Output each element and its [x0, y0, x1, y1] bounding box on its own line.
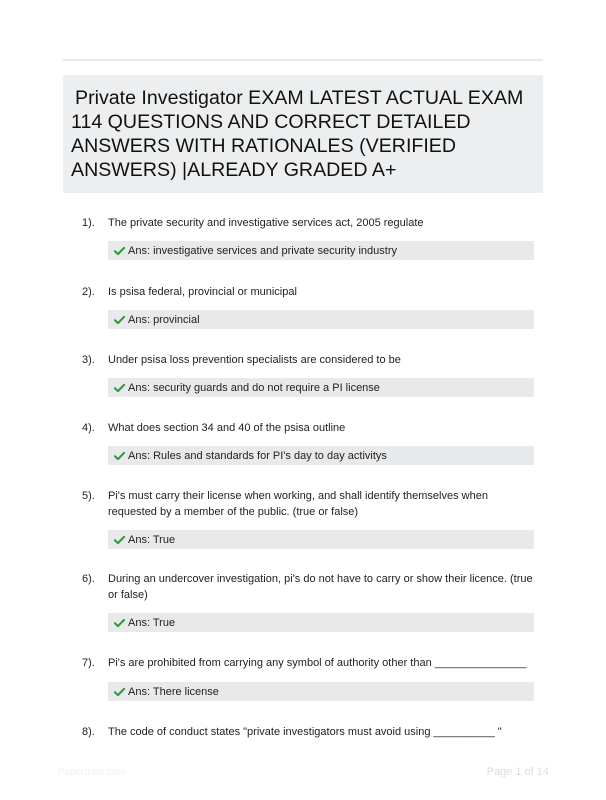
- question-text: Pi's are prohibited from carrying any symbol of authority other than _______________: [108, 657, 527, 669]
- question-number: 4).: [82, 422, 95, 434]
- question-number: 8).: [82, 726, 95, 738]
- title-banner: [63, 75, 543, 193]
- answer-box: [108, 310, 534, 329]
- question-text: Pi's must carry their license when working, and shall identify themselves when requested by a member of the public. (true or false): [108, 490, 488, 518]
- answer-text: Ans: Rules and standards for PI's day to day activitys: [128, 449, 387, 462]
- check-icon: [114, 535, 125, 545]
- question-text: During an undercover investigation, pi's do not have to carry or show their licence. (true or false): [108, 573, 533, 601]
- question-number: 3).: [82, 354, 95, 366]
- question-number: 6).: [82, 573, 95, 585]
- check-icon: [114, 687, 125, 697]
- question-text: The code of conduct states "private investigators must avoid using __________ ": [108, 726, 502, 738]
- answer-text: Ans: True: [128, 616, 176, 629]
- question-number: 2).: [82, 286, 95, 298]
- check-icon: [114, 618, 125, 628]
- check-icon: [114, 383, 125, 393]
- page-indicator: Page 1 of 14: [486, 766, 549, 778]
- document-title: Private Investigator EXAM LATEST ACTUAL EXAM 114 QUESTIONS AND CORRECT DETAILED ANSWERS WITH RATIONALES (VERIFIED ANSWERS) |ALREADY GRADED A+: [71, 87, 524, 181]
- check-icon: [114, 246, 125, 256]
- question-number: 5).: [82, 490, 95, 502]
- question-text: Is psisa federal, provincial or municipal: [108, 286, 297, 298]
- question-number: 7).: [82, 657, 95, 669]
- answer-box: [108, 241, 534, 260]
- question-text: What does section 34 and 40 of the psisa outline: [108, 422, 346, 434]
- top-divider: [63, 59, 543, 61]
- answer-box: [108, 530, 534, 549]
- answer-text: Ans: security guards and do not require a PI license: [128, 381, 380, 394]
- answer-box: [108, 446, 534, 465]
- answer-text: Ans: investigative services and private security industry: [128, 244, 398, 257]
- answer-box: [108, 378, 534, 397]
- answer-text: Ans: provincial: [128, 313, 200, 326]
- answer-box: [108, 613, 534, 632]
- footer-watermark: Papertribe.com: [58, 767, 126, 778]
- question-number: 1).: [82, 217, 95, 229]
- answer-box: [108, 682, 534, 701]
- answer-text: Ans: True: [128, 533, 176, 546]
- question-text: Under psisa loss prevention specialists are considered to be: [108, 354, 401, 366]
- question-text: The private security and investigative services act, 2005 regulate: [108, 217, 424, 229]
- check-icon: [114, 315, 125, 325]
- answer-text: Ans: There license: [128, 685, 219, 698]
- check-icon: [114, 451, 125, 461]
